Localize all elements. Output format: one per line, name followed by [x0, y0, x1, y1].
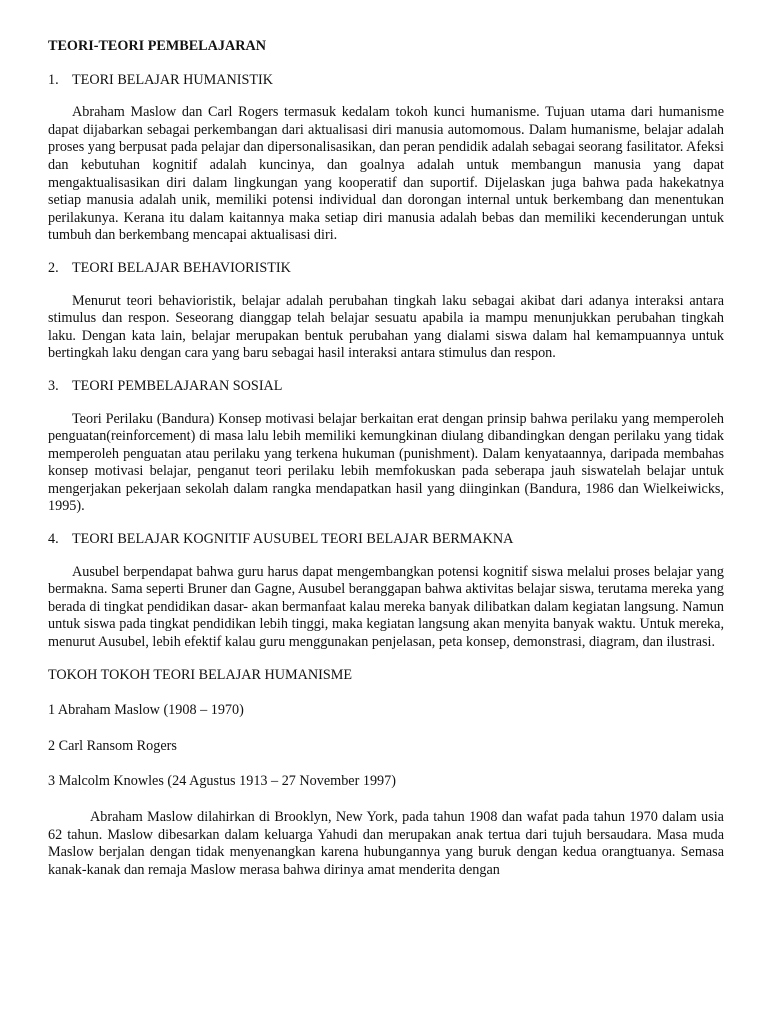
- section-heading-kognitif: [48, 531, 724, 549]
- tokoh-item-rogers: 2 Carl Ransom Rogers: [48, 737, 177, 754]
- paragraph-maslow-biography: Abraham Maslow dilahirkan di Brooklyn, New York, pada tahun 1908 dan wafat pada tahun 1970 dalam usia 62 tahun. Maslow dibesarkan dalam keluarga Yahudi dan merupakan anak tertua dari tujuh bersaudara. Masa muda Maslow berjalan dengan tidak menyenangkan karena hubungannya yang buruk dengan kedua orangtuanya. Semasa kanak-kanak dan remaja Maslow merasa bahwa dirinya amat menderita dengan: [48, 809, 724, 878]
- section-number: 2.: [48, 259, 59, 276]
- section-number: 3.: [48, 377, 59, 394]
- paragraph-humanistik: Abraham Maslow dan Carl Rogers termasuk kedalam tokoh kunci humanisme. Tujuan utama dari humanisme dapat dijabarkan sebagai perkembangan dari aktualisasi diri manusia automomous. Dalam humanisme, belajar adalah proses yang berpusat pada pelajar dan dipersonalisasikan, dan peran pendidik adalah sebagai seorang fasilitator. Afeksi dan kebutuhan kognitif adalah kuncinya, dan goalnya adalah untuk membangun manusia yang dapat mengaktualisasikan diri dalam lingkungan yang kooperatif dan suportif. Dijelaskan juga bahwa pada hakekatnya setiap manusia adalah unik, memiliki potensi individual dan dorongan internal untuk berkembang dan menentukan perilakunya. Kerana itu dalam kaitannya maka setiap diri manusia adalah bebas dan memiliki kecenderungan untuk tumbuh dan berkembang mencapai aktualisasi diri.: [48, 104, 724, 244]
- section-number: 1.: [48, 71, 59, 88]
- document-title: TEORI-TEORI PEMBELAJARAN: [48, 38, 266, 54]
- section-heading-behavioristik: [48, 260, 724, 278]
- section-title: TEORI BELAJAR KOGNITIF AUSUBEL TEORI BELAJAR BERMAKNA: [72, 531, 514, 548]
- paragraph-behavioristik: Menurut teori behavioristik, belajar adalah perubahan tingkah laku sebagai akibat dari adanya interaksi antara stimulus dan respon. Seseorang dianggap telah belajar sesuatu apabila ia mampu menunjukkan perubahan tingkah laku. Dengan kata lain, belajar merupakan bentuk perubahan yang dialami siswa dalam hal kemampuannya untuk bertingkah laku dengan cara yang baru sebagai hasil interaksi antara stimulus dan respon.: [48, 292, 724, 362]
- paragraph-sosial: Teori Perilaku (Bandura) Konsep motivasi belajar berkaitan erat dengan prinsip bahwa perilaku yang memperoleh penguatan(reinforcement) di masa lalu lebih memiliki kemungkinan diulang dibandingkan dengan perilaku yang tidak memperoleh penguatan atau perilaku yang terkena hukuman (punishment). Dalam kenyataannya, daripada membahas konsep motivasi belajar, penganut teori perilaku lebih memfokuskan pada seberapa jauh siswatelah belajar untuk mengerjakan pekerjaan sekolah dalam rangka mendapatkan hasil yang diinginkan (Bandura, 1986 dan Wielkeiwicks, 1995).: [48, 410, 724, 515]
- tokoh-heading: TOKOH TOKOH TEORI BELAJAR HUMANISME: [48, 666, 352, 683]
- section-number: 4.: [48, 531, 59, 548]
- document-page: [48, 38, 724, 879]
- tokoh-item-knowles: 3 Malcolm Knowles (24 Agustus 1913 – 27 November 1997): [48, 773, 396, 790]
- section-title: TEORI PEMBELAJARAN SOSIAL: [72, 377, 283, 394]
- paragraph-kognitif: Ausubel berpendapat bahwa guru harus dapat mengembangkan potensi kognitif siswa melalui proses belajar yang bermakna. Sama seperti Bruner dan Gagne, Ausubel beranggapan bahwa aktivitas belajar siswa, terutama mereka yang berada di tingkat pendidikan dasar- akan bermanfaat kalau mereka banyak dilibatkan dalam kegiatan langsung. Namun untuk siswa pada tingkat pendidikan lebih tinggi, maka kegiatan langsung akan menyita banyak waktu. Untuk mereka, menurut Ausubel, lebih efektif kalau guru menggunakan penjelasan, peta konsep, demonstrasi, diagram, dan ilustrasi.: [48, 563, 724, 651]
- section-title: TEORI BELAJAR BEHAVIORISTIK: [72, 259, 291, 276]
- tokoh-item-maslow: 1 Abraham Maslow (1908 – 1970): [48, 702, 244, 719]
- section-title: TEORI BELAJAR HUMANISTIK: [72, 71, 273, 88]
- section-heading-sosial: [48, 378, 724, 396]
- section-heading-humanistik: [48, 72, 724, 90]
